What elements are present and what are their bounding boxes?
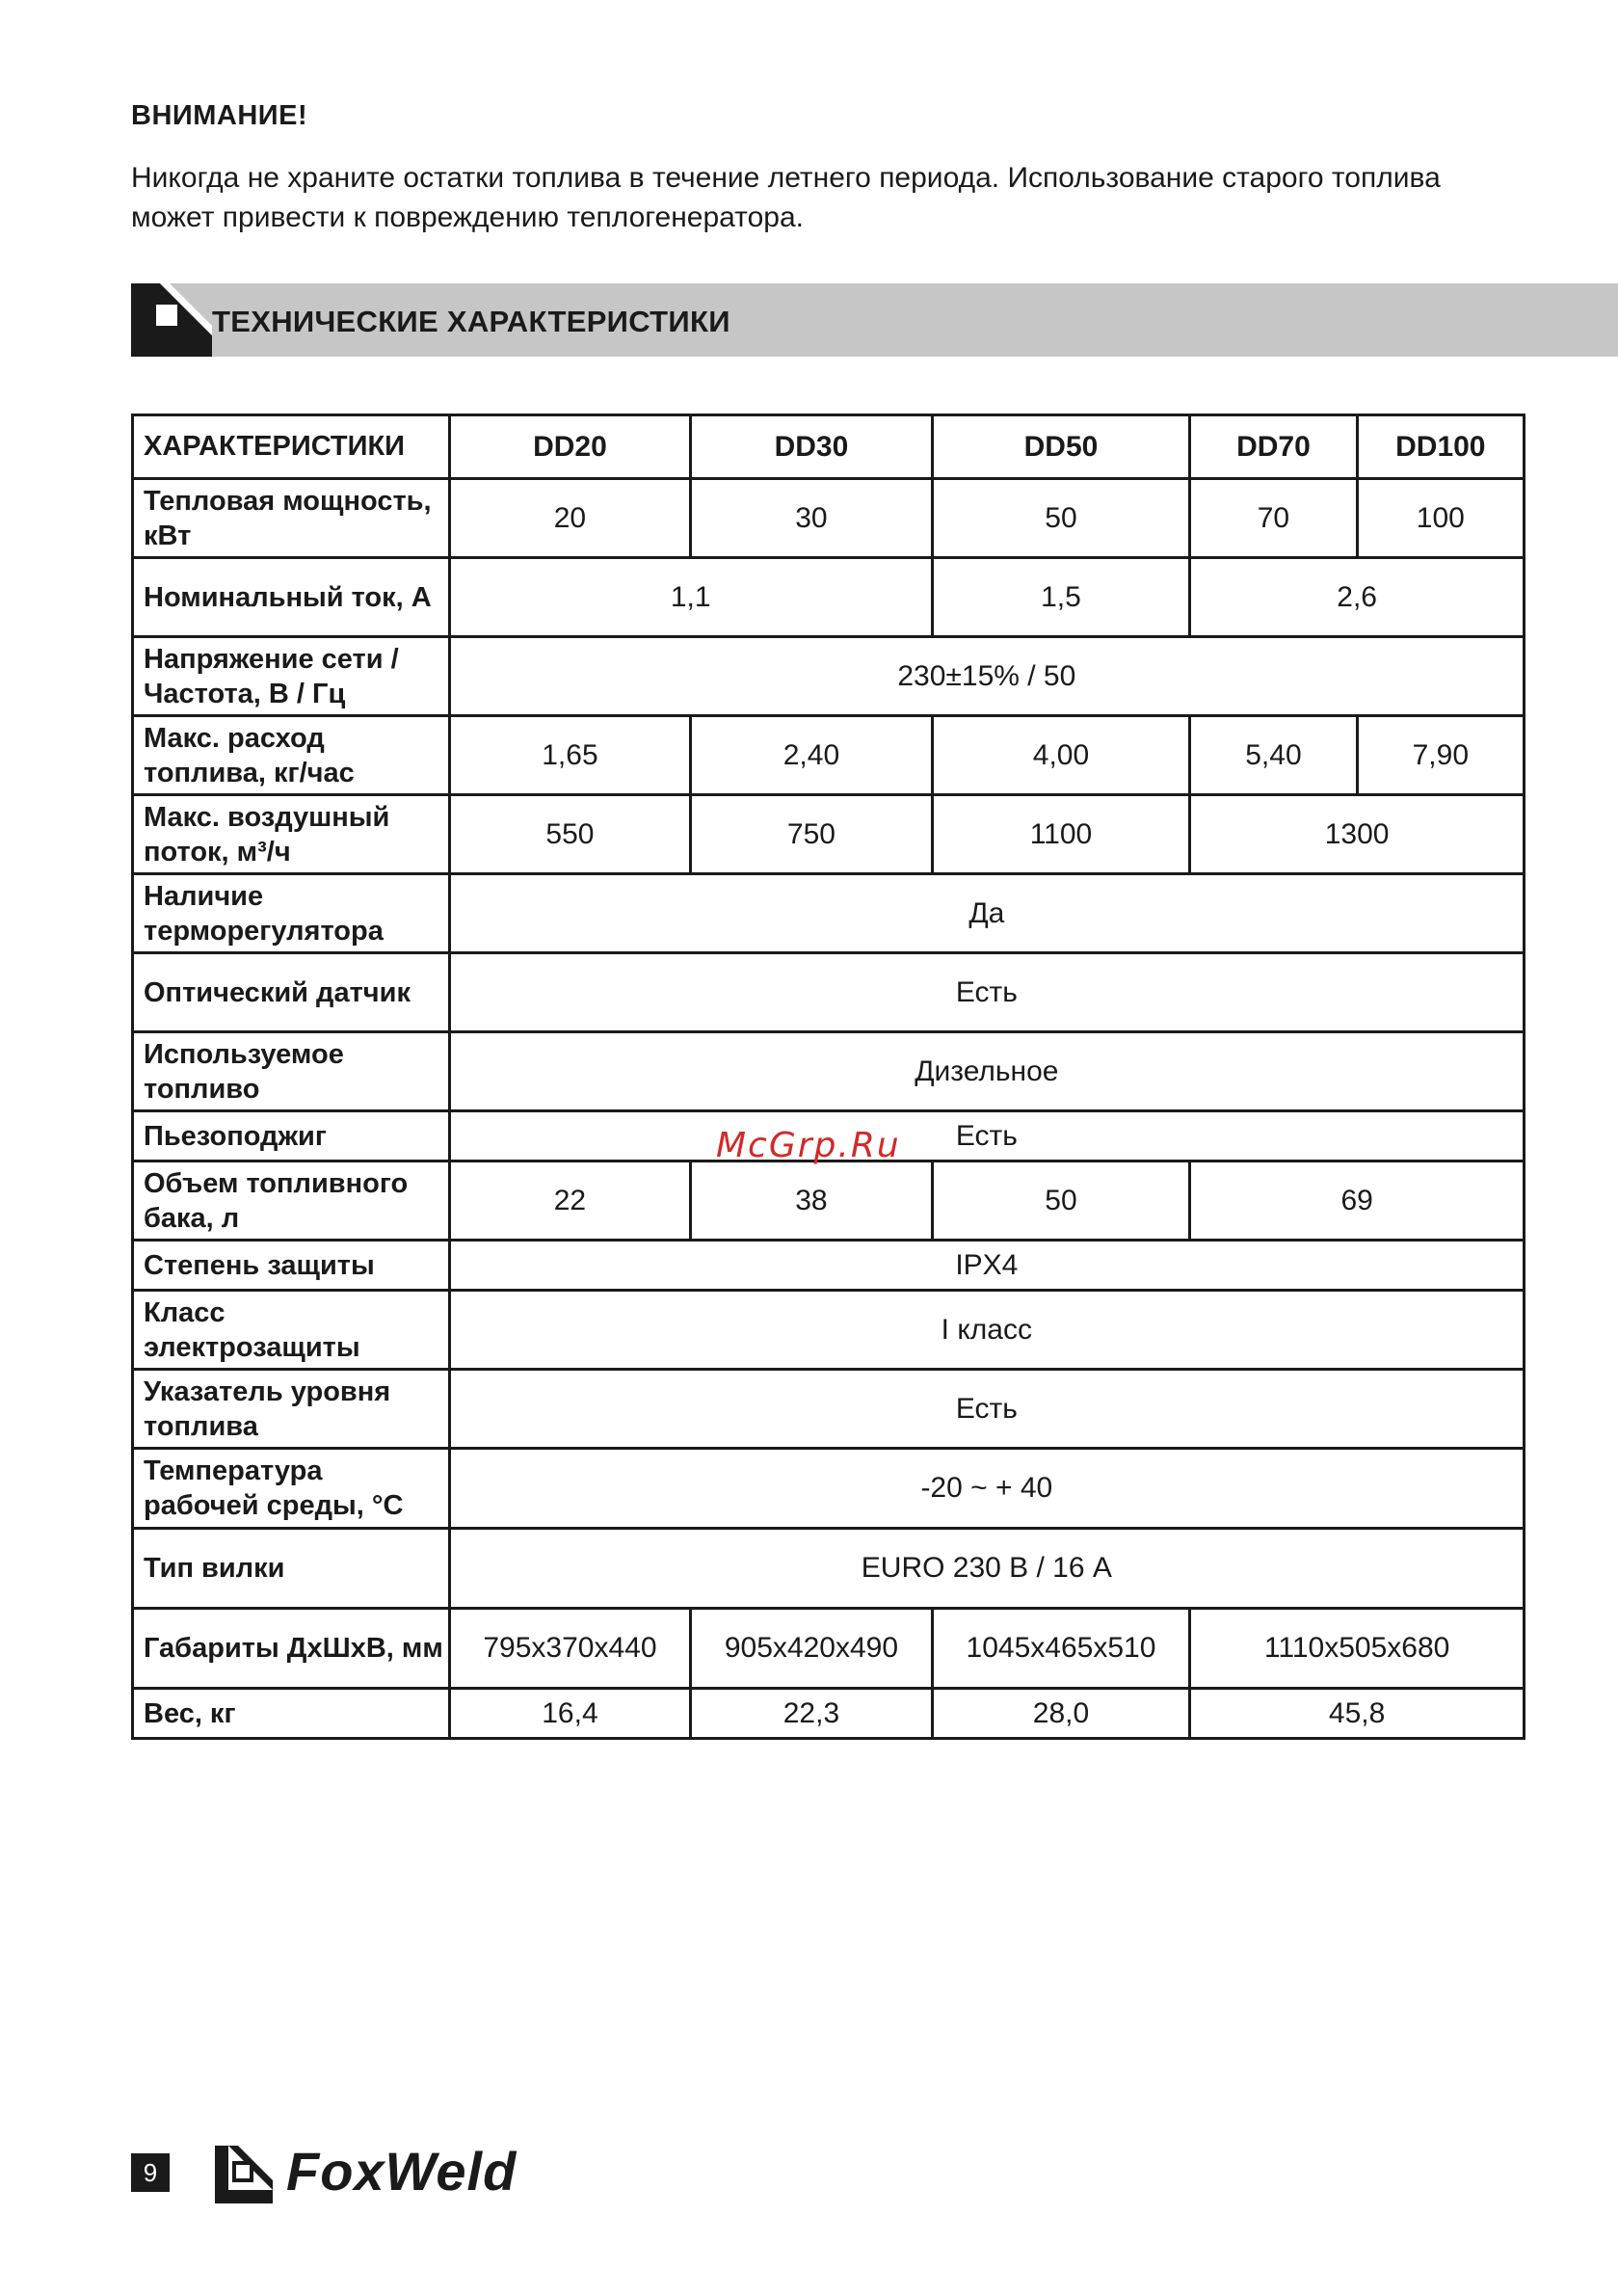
cell-value: 2,6 [1190,558,1525,637]
row-label: Тип вилки [133,1529,450,1609]
cell-value: 45,8 [1190,1689,1525,1739]
row-air-flow [133,795,1525,874]
row-label: Напряжение сети / Частота, В / Гц [133,637,450,716]
row-thermostat [133,874,1525,953]
cell-value: 16,4 [449,1689,691,1739]
row-label: Номинальный ток, А [133,558,450,637]
cell-value: IPX4 [449,1241,1524,1291]
row-label: Наличие терморегулятора [133,874,450,953]
row-label: Макс. расход топлива, кг/час [133,716,450,795]
row-dimensions [133,1609,1525,1689]
row-tank-volume [133,1161,1525,1241]
row-fuel-type [133,1032,1525,1111]
row-electro-class [133,1291,1525,1370]
cell-value: -20 ~ + 40 [449,1449,1524,1529]
cell-value: Есть [449,1111,1524,1161]
row-label: Класс электрозащиты [133,1291,450,1370]
cell-value: 22,3 [691,1689,933,1739]
header-characteristics: ХАРАКТЕРИСТИКИ [133,415,450,479]
cell-value: 1110x505x680 [1190,1609,1525,1689]
row-fuel-indicator [133,1370,1525,1449]
cell-value: 4,00 [932,716,1190,795]
cell-value: 70 [1190,479,1357,558]
section-banner [131,283,1618,357]
watermark: McGrp.Ru [716,1126,901,1165]
warning-text: Никогда не храните остатки топлива в течение летнего периода. Использование старого топлива может привести к повреждению теплогенератора. [131,162,1441,233]
row-label: Макс. воздушный поток, м³/ч [133,795,450,874]
cell-value: 100 [1357,479,1524,558]
row-plug [133,1529,1525,1609]
cell-value: I класс [449,1291,1524,1370]
cell-value: 2,40 [691,716,933,795]
header-dd50: DD50 [932,415,1190,479]
row-label: Температура рабочей среды, °С [133,1449,450,1529]
row-label: Используемое топливо [133,1032,450,1111]
row-label: Степень защиты [133,1241,450,1291]
header-dd20: DD20 [449,415,691,479]
row-voltage [133,637,1525,716]
cell-value: Дизельное [449,1032,1524,1111]
foxweld-logo-icon [215,2146,273,2203]
cell-value: 1100 [932,795,1190,874]
row-current [133,558,1525,637]
cell-value: 7,90 [1357,716,1524,795]
row-power [133,479,1525,558]
table-header-row [133,415,1525,479]
cell-value: 20 [449,479,691,558]
row-label: Указатель уровня топлива [133,1370,450,1449]
cell-value: 1,65 [449,716,691,795]
cell-value: 5,40 [1190,716,1357,795]
row-label: Объем топливного бака, л [133,1161,450,1241]
cell-value: 1,5 [932,558,1190,637]
cell-value: 22 [449,1161,691,1241]
header-dd70: DD70 [1190,415,1357,479]
row-optical-sensor [133,953,1525,1032]
warning-title: ВНИМАНИЕ! [131,100,308,131]
page-number: 9 [131,2153,170,2192]
header-dd100: DD100 [1357,415,1524,479]
cell-value: 38 [691,1161,933,1241]
cell-value: 1,1 [449,558,932,637]
cell-value: Да [449,874,1524,953]
row-label: Оптический датчик [133,953,450,1032]
cell-value: 50 [932,1161,1190,1241]
cell-value: 1300 [1190,795,1525,874]
cell-value: 1045x465x510 [932,1609,1190,1689]
cell-value: 50 [932,479,1190,558]
cell-value: 905x420x490 [691,1609,933,1689]
brand-name: FoxWeld [286,2141,517,2202]
row-temperature [133,1449,1525,1529]
row-label: Тепловая мощность, кВт [133,479,450,558]
cell-value: 795x370x440 [449,1609,691,1689]
row-fuel-consumption [133,716,1525,795]
row-label: Вес, кг [133,1689,450,1739]
row-protection [133,1241,1525,1291]
section-corner-icon [131,283,212,357]
cell-value: 28,0 [932,1689,1190,1739]
cell-value: EURO 230 В / 16 А [449,1529,1524,1609]
cell-value: 750 [691,795,933,874]
section-title: ТЕХНИЧЕСКИЕ ХАРАКТЕРИСТИКИ [212,305,730,338]
specs-table [131,414,1525,1740]
cell-value: 230±15% / 50 [449,637,1524,716]
cell-value: Есть [449,1370,1524,1449]
cell-value: 69 [1190,1161,1525,1241]
row-label: Пьезоподжиг [133,1111,450,1161]
header-dd30: DD30 [691,415,933,479]
cell-value: 550 [449,795,691,874]
cell-value: Есть [449,953,1524,1032]
row-weight [133,1689,1525,1739]
row-label: Габариты ДхШхВ, мм [133,1609,450,1689]
cell-value: 30 [691,479,933,558]
